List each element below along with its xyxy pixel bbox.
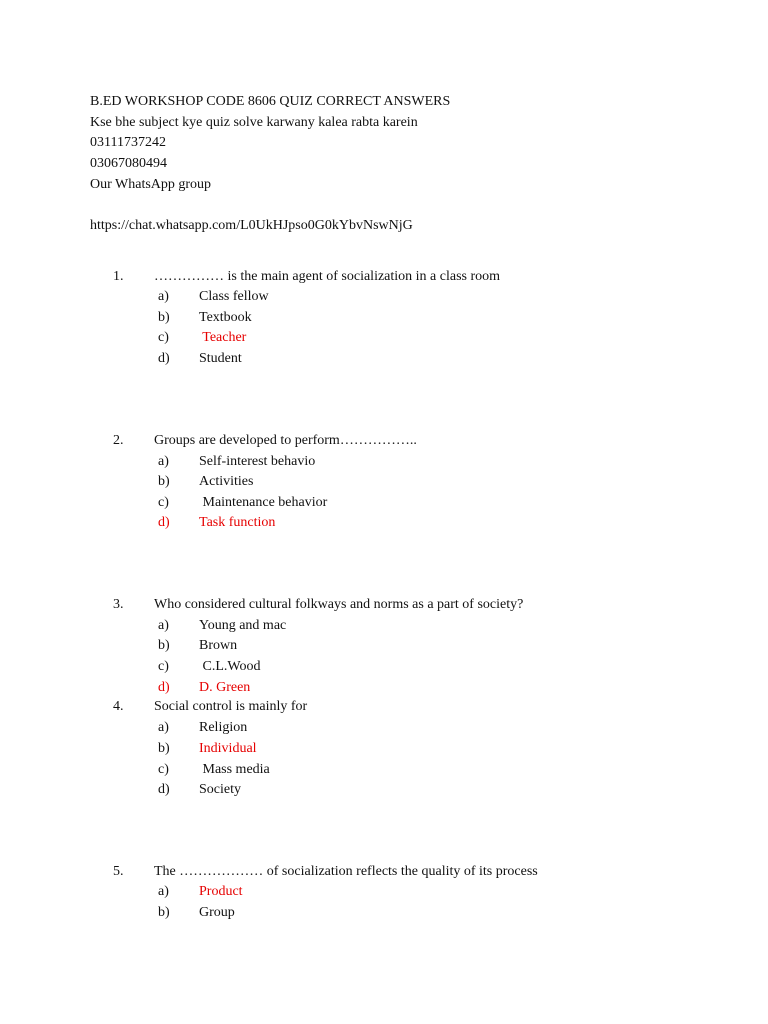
correct-option-letter: d) <box>158 515 170 530</box>
question-number: 2. <box>113 433 124 448</box>
question-number: 5. <box>113 864 124 879</box>
question-text: Who considered cultural folkways and norms as a part of society? <box>154 597 524 612</box>
option-text: Religion <box>199 720 248 735</box>
option-text: Society <box>199 782 241 797</box>
question-text: Groups are developed to perform…………….. <box>154 433 417 448</box>
option-text: Textbook <box>199 310 252 325</box>
option-letter: c) <box>158 330 169 345</box>
correct-option-text: Teacher <box>199 330 247 345</box>
option-letter: d) <box>158 351 170 366</box>
question-text: Social control is mainly for <box>154 699 308 714</box>
option-letter: c) <box>158 762 169 777</box>
option-letter: b) <box>158 310 170 325</box>
option-letter: a) <box>158 618 169 633</box>
option-letter: b) <box>158 741 170 756</box>
option-letter: a) <box>158 720 169 735</box>
correct-option-text: Task function <box>199 515 276 530</box>
option-letter: b) <box>158 474 170 489</box>
option-text: Brown <box>199 638 238 653</box>
correct-option-text: Product <box>199 884 243 899</box>
option-text: C.L.Wood <box>199 659 261 674</box>
option-text: Activities <box>199 474 254 489</box>
whatsapp-group-label: Our WhatsApp group <box>90 177 212 192</box>
correct-option-text: D. Green <box>199 680 251 695</box>
option-letter: b) <box>158 638 170 653</box>
option-letter: d) <box>158 782 170 797</box>
option-letter: c) <box>158 495 169 510</box>
option-letter: a) <box>158 884 169 899</box>
whatsapp-link[interactable]: https://chat.whatsapp.com/L0UkHJpso0G0kYbvNswNjG <box>90 218 413 233</box>
option-text: Maintenance behavior <box>199 495 328 510</box>
option-text: Mass media <box>199 762 270 777</box>
question-number: 1. <box>113 269 124 284</box>
question-number: 3. <box>113 597 124 612</box>
option-letter: c) <box>158 659 169 674</box>
phone-number-2: 03067080494 <box>90 156 167 171</box>
phone-number-1: 03111737242 <box>90 135 166 150</box>
question-text: …………… is the main agent of socialization in a class room <box>154 269 501 284</box>
option-letter: b) <box>158 905 170 920</box>
question-text: The ……………… of socialization reflects the quality of its process <box>154 864 538 879</box>
correct-option-letter: d) <box>158 680 170 695</box>
contact-note: Kse bhe subject kye quiz solve karwany kalea rabta karein <box>90 115 418 130</box>
option-text: Self-interest behavio <box>199 454 316 469</box>
option-text: Class fellow <box>199 289 269 304</box>
correct-option-text: Individual <box>199 741 257 756</box>
question-number: 4. <box>113 699 124 714</box>
option-text: Student <box>199 351 242 366</box>
option-text: Young and mac <box>199 618 287 633</box>
option-letter: a) <box>158 289 169 304</box>
option-text: Group <box>199 905 235 920</box>
option-letter: a) <box>158 454 169 469</box>
document-title: B.ED WORKSHOP CODE 8606 QUIZ CORRECT ANSWERS <box>90 94 451 109</box>
